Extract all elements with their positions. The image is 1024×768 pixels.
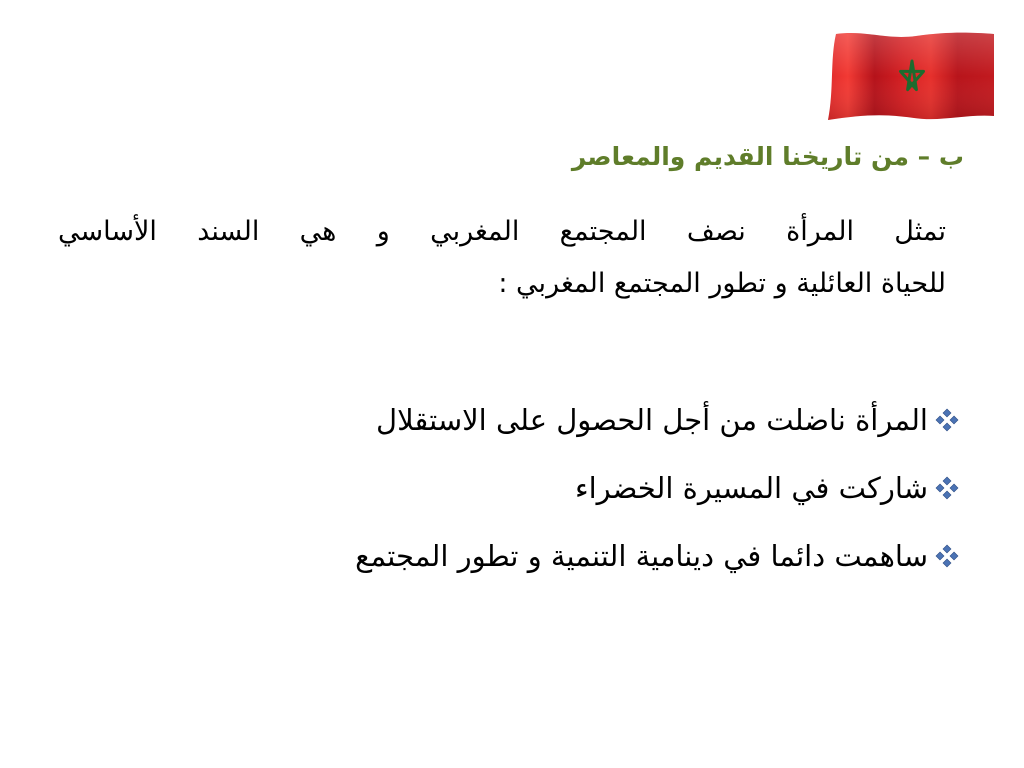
intro-paragraph-line-2: للحياة العائلية و تطور المجتمع المغربي : (498, 268, 946, 299)
four-diamond-bullet-icon (932, 541, 962, 571)
intro-paragraph-line-1: تمثل المرأة نصف المجتمع المغربي و هي السند الأساسي (58, 216, 946, 247)
four-diamond-bullet-icon (932, 405, 962, 435)
bullet-item (355, 522, 962, 590)
slide-heading: ب – من تاريخنا القديم والمعاصر (571, 142, 964, 171)
intro-paragraph (58, 206, 946, 310)
bullet-list (355, 386, 962, 590)
bullet-text: شاركت في المسيرة الخضراء (574, 471, 928, 505)
bullet-item (355, 386, 962, 454)
bullet-text: المرأة ناضلت من أجل الحصول على الاستقلال (376, 403, 928, 437)
four-diamond-bullet-icon (932, 473, 962, 503)
bullet-item (355, 454, 962, 522)
bullet-text: ساهمت دائما في دينامية التنمية و تطور المجتمع (355, 539, 928, 573)
moroccan-flag-icon (826, 30, 996, 122)
